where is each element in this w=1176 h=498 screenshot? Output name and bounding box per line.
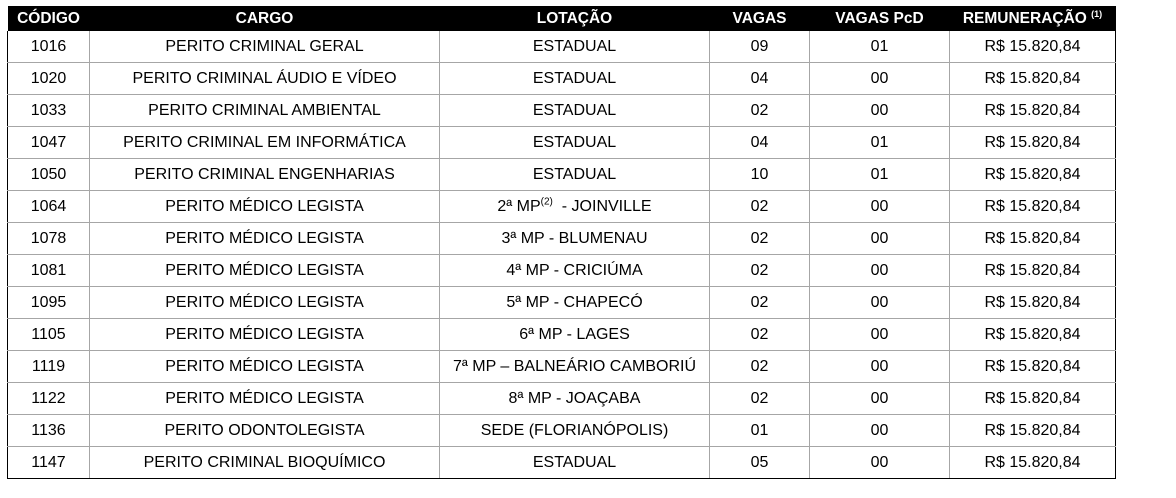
cell-codigo: 1122 bbox=[8, 383, 90, 415]
table-row bbox=[8, 63, 1116, 95]
table-row bbox=[8, 31, 1116, 63]
cell-lotacao: 3ª MP - BLUMENAU bbox=[440, 223, 710, 255]
header-row bbox=[8, 6, 1116, 31]
cell-cargo: PERITO CRIMINAL EM INFORMÁTICA bbox=[90, 127, 440, 159]
cell-vagas: 02 bbox=[710, 223, 810, 255]
cell-vagas-pcd: 00 bbox=[810, 255, 950, 287]
header-vagas-pcd: VAGAS PcD bbox=[810, 6, 950, 31]
cell-vagas: 02 bbox=[710, 351, 810, 383]
cell-cargo: PERITO CRIMINAL AMBIENTAL bbox=[90, 95, 440, 127]
cell-vagas: 10 bbox=[710, 159, 810, 191]
cell-vagas: 09 bbox=[710, 31, 810, 63]
cell-cargo: PERITO MÉDICO LEGISTA bbox=[90, 223, 440, 255]
header-lotacao: LOTAÇÃO bbox=[440, 6, 710, 31]
cell-vagas-pcd: 00 bbox=[810, 383, 950, 415]
cell-vagas-pcd: 00 bbox=[810, 447, 950, 479]
cell-remuneracao: R$ 15.820,84 bbox=[950, 415, 1116, 447]
cell-remuneracao: R$ 15.820,84 bbox=[950, 447, 1116, 479]
header-remuneracao bbox=[950, 6, 1116, 31]
cell-remuneracao: R$ 15.820,84 bbox=[950, 191, 1116, 223]
cell-lotacao-rest: - JOINVILLE bbox=[552, 197, 652, 215]
cell-vagas-pcd: 00 bbox=[810, 63, 950, 95]
cell-vagas-pcd: 00 bbox=[810, 287, 950, 319]
cell-vagas-pcd: 00 bbox=[810, 415, 950, 447]
cell-vagas: 02 bbox=[710, 383, 810, 415]
cell-remuneracao: R$ 15.820,84 bbox=[950, 287, 1116, 319]
cell-vagas: 04 bbox=[710, 63, 810, 95]
header-vagas: VAGAS bbox=[710, 6, 810, 31]
table-row bbox=[8, 351, 1116, 383]
cell-lotacao: SEDE (FLORIANÓPOLIS) bbox=[440, 415, 710, 447]
cell-remuneracao: R$ 15.820,84 bbox=[950, 383, 1116, 415]
cell-codigo: 1047 bbox=[8, 127, 90, 159]
cell-vagas-pcd: 00 bbox=[810, 319, 950, 351]
cell-remuneracao: R$ 15.820,84 bbox=[950, 351, 1116, 383]
cell-remuneracao: R$ 15.820,84 bbox=[950, 159, 1116, 191]
table-row bbox=[8, 447, 1116, 479]
table-row bbox=[8, 159, 1116, 191]
cell-remuneracao: R$ 15.820,84 bbox=[950, 63, 1116, 95]
header-remuneracao-note: (1) bbox=[1091, 8, 1103, 19]
cell-vagas-pcd: 00 bbox=[810, 223, 950, 255]
cell-vagas: 05 bbox=[710, 447, 810, 479]
cell-vagas: 02 bbox=[710, 191, 810, 223]
cell-lotacao: ESTADUAL bbox=[440, 95, 710, 127]
cell-lotacao: ESTADUAL bbox=[440, 127, 710, 159]
vacancies-table bbox=[7, 6, 1116, 479]
cell-remuneracao: R$ 15.820,84 bbox=[950, 319, 1116, 351]
cell-vagas: 02 bbox=[710, 255, 810, 287]
cell-vagas-pcd: 00 bbox=[810, 191, 950, 223]
cell-codigo: 1050 bbox=[8, 159, 90, 191]
cell-codigo: 1020 bbox=[8, 63, 90, 95]
cell-lotacao: 8ª MP - JOAÇABA bbox=[440, 383, 710, 415]
cell-cargo: PERITO CRIMINAL BIOQUÍMICO bbox=[90, 447, 440, 479]
cell-cargo: PERITO MÉDICO LEGISTA bbox=[90, 255, 440, 287]
cell-lotacao: 5ª MP - CHAPECÓ bbox=[440, 287, 710, 319]
table-row bbox=[8, 95, 1116, 127]
cell-codigo: 1119 bbox=[8, 351, 90, 383]
cell-vagas: 04 bbox=[710, 127, 810, 159]
table-container bbox=[7, 6, 1116, 479]
header-remuneracao-label: REMUNERAÇÃO bbox=[962, 9, 1087, 27]
cell-lotacao: 6ª MP - LAGES bbox=[440, 319, 710, 351]
cell-remuneracao: R$ 15.820,84 bbox=[950, 31, 1116, 63]
table-row bbox=[8, 223, 1116, 255]
cell-remuneracao: R$ 15.820,84 bbox=[950, 95, 1116, 127]
cell-codigo: 1095 bbox=[8, 287, 90, 319]
cell-vagas: 01 bbox=[710, 415, 810, 447]
cell-lotacao-text: 2ª MP bbox=[497, 197, 541, 215]
cell-lotacao-note: (2) bbox=[540, 196, 553, 208]
cell-cargo: PERITO MÉDICO LEGISTA bbox=[90, 287, 440, 319]
table-row bbox=[8, 415, 1116, 447]
cell-lotacao: 7ª MP – BALNEÁRIO CAMBORIÚ bbox=[440, 351, 710, 383]
cell-cargo: PERITO MÉDICO LEGISTA bbox=[90, 351, 440, 383]
cell-vagas-pcd: 01 bbox=[810, 159, 950, 191]
cell-codigo: 1147 bbox=[8, 447, 90, 479]
cell-vagas: 02 bbox=[710, 319, 810, 351]
cell-cargo: PERITO CRIMINAL ÁUDIO E VÍDEO bbox=[90, 63, 440, 95]
cell-codigo: 1016 bbox=[8, 31, 90, 63]
table-row bbox=[8, 383, 1116, 415]
header-cargo: CARGO bbox=[90, 6, 440, 31]
cell-lotacao: 4ª MP - CRICIÚMA bbox=[440, 255, 710, 287]
cell-remuneracao: R$ 15.820,84 bbox=[950, 255, 1116, 287]
cell-vagas-pcd: 00 bbox=[810, 95, 950, 127]
cell-vagas-pcd: 01 bbox=[810, 127, 950, 159]
cell-cargo: PERITO ODONTOLEGISTA bbox=[90, 415, 440, 447]
cell-vagas-pcd: 00 bbox=[810, 351, 950, 383]
cell-remuneracao: R$ 15.820,84 bbox=[950, 223, 1116, 255]
cell-codigo: 1136 bbox=[8, 415, 90, 447]
cell-cargo: PERITO MÉDICO LEGISTA bbox=[90, 383, 440, 415]
cell-lotacao: ESTADUAL bbox=[440, 63, 710, 95]
table-row bbox=[8, 255, 1116, 287]
cell-cargo: PERITO CRIMINAL GERAL bbox=[90, 31, 440, 63]
cell-remuneracao: R$ 15.820,84 bbox=[950, 127, 1116, 159]
cell-vagas-pcd: 01 bbox=[810, 31, 950, 63]
table-row bbox=[8, 287, 1116, 319]
cell-codigo: 1078 bbox=[8, 223, 90, 255]
cell-vagas: 02 bbox=[710, 95, 810, 127]
cell-vagas: 02 bbox=[710, 287, 810, 319]
table-row bbox=[8, 191, 1116, 223]
table-row bbox=[8, 319, 1116, 351]
cell-lotacao bbox=[440, 191, 710, 223]
cell-codigo: 1081 bbox=[8, 255, 90, 287]
cell-lotacao: ESTADUAL bbox=[440, 447, 710, 479]
cell-codigo: 1105 bbox=[8, 319, 90, 351]
cell-lotacao: ESTADUAL bbox=[440, 159, 710, 191]
table-row bbox=[8, 127, 1116, 159]
cell-codigo: 1033 bbox=[8, 95, 90, 127]
cell-lotacao: ESTADUAL bbox=[440, 31, 710, 63]
header-codigo: CÓDIGO bbox=[8, 6, 90, 31]
cell-cargo: PERITO MÉDICO LEGISTA bbox=[90, 319, 440, 351]
cell-cargo: PERITO CRIMINAL ENGENHARIAS bbox=[90, 159, 440, 191]
cell-cargo: PERITO MÉDICO LEGISTA bbox=[90, 191, 440, 223]
cell-codigo: 1064 bbox=[8, 191, 90, 223]
